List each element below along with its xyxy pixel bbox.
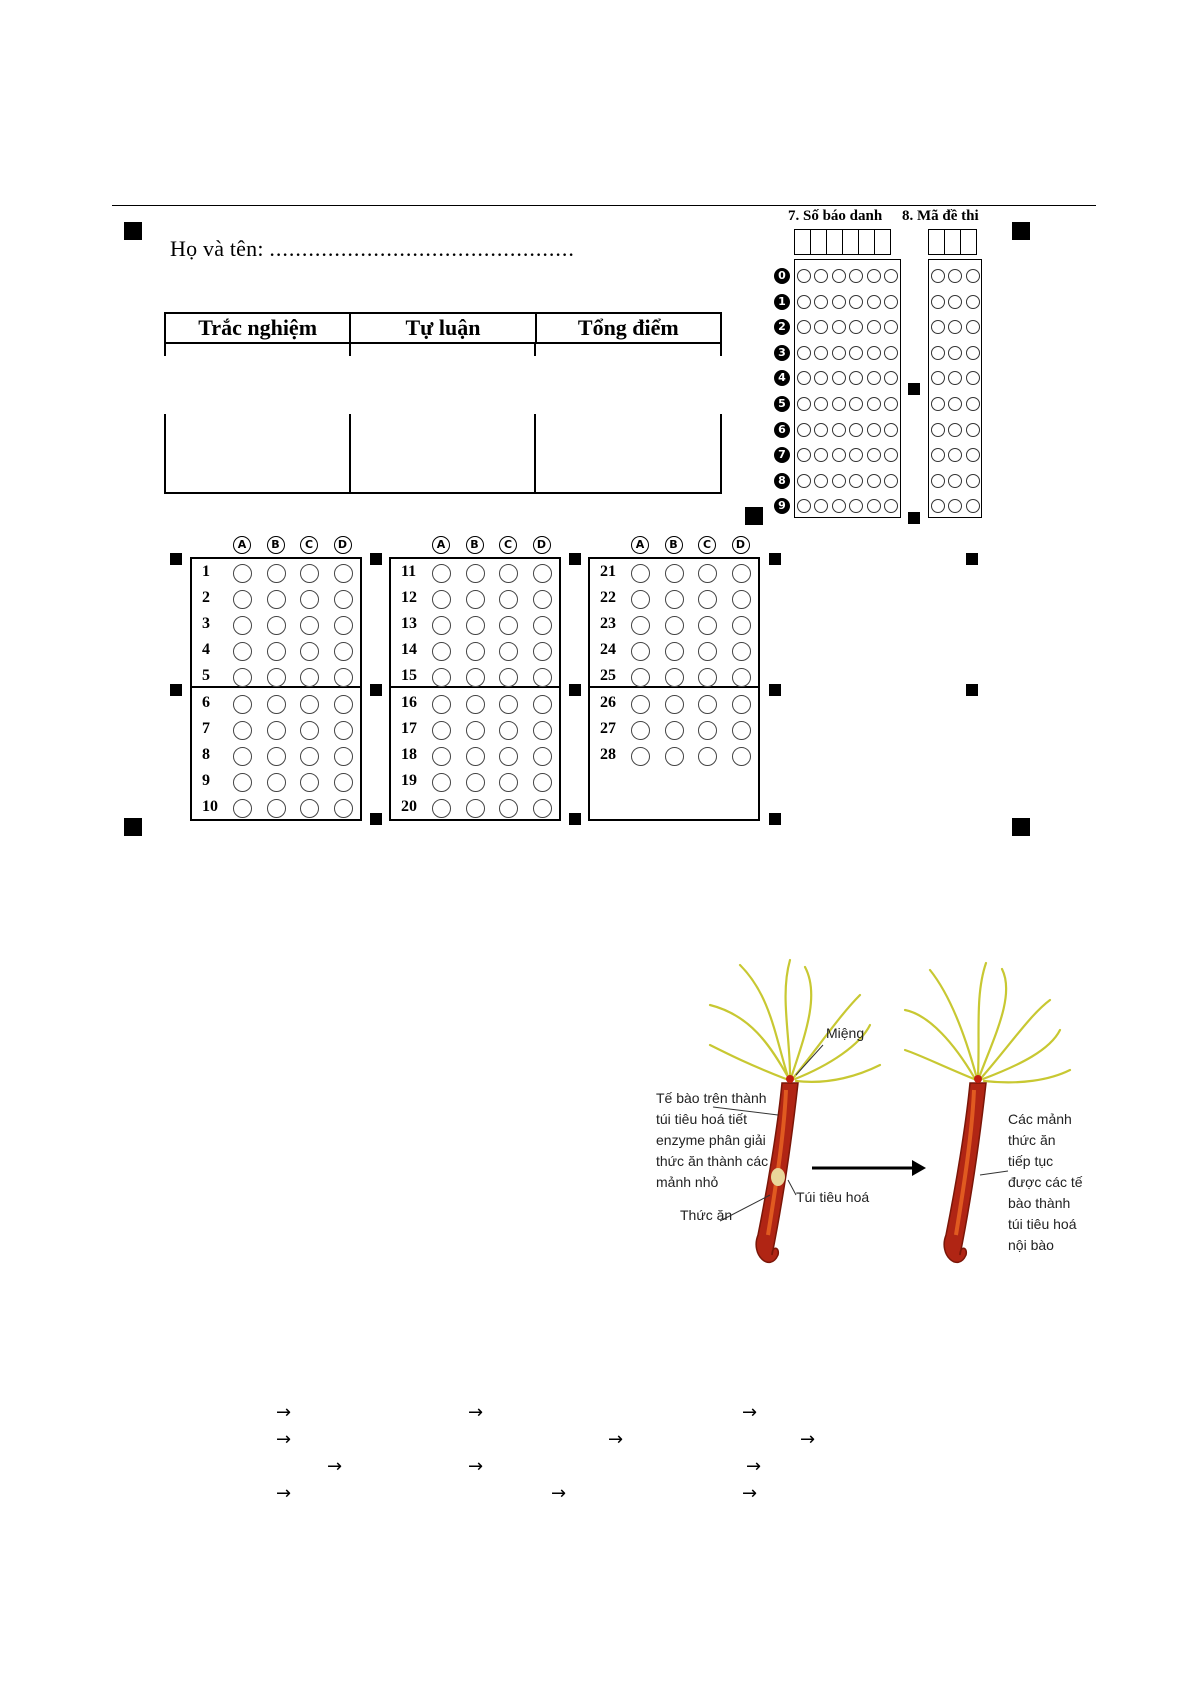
arrow-symbol: → <box>746 1456 762 1477</box>
answer-bubble-a[interactable] <box>233 642 252 661</box>
answer-bubble-a[interactable] <box>631 668 650 687</box>
candidate-digit-bubble[interactable] <box>849 295 863 309</box>
candidate-digit-bubble[interactable] <box>832 397 846 411</box>
alignment-marker <box>966 684 978 696</box>
answer-bubble-a[interactable] <box>432 773 451 792</box>
score-header-multiple-choice: Trắc nghiệm <box>166 314 351 342</box>
answer-bubble-a[interactable] <box>631 642 650 661</box>
answer-bubble-b[interactable] <box>466 642 485 661</box>
name-dots: ............................................... <box>269 236 575 261</box>
answer-bubble-d[interactable] <box>334 564 353 583</box>
question-number: 10 <box>202 798 218 815</box>
answer-bubble-d[interactable] <box>732 564 751 583</box>
question-number: 3 <box>202 615 210 632</box>
alignment-marker <box>370 813 382 825</box>
candidate-number-cells[interactable] <box>794 229 890 255</box>
alignment-marker <box>370 553 382 565</box>
exam-code-digit-bubble[interactable] <box>966 397 980 411</box>
answer-bubble-c[interactable] <box>499 799 518 818</box>
answer-bubble-a[interactable] <box>631 721 650 740</box>
candidate-digit-bubble[interactable] <box>884 397 898 411</box>
question-number: 15 <box>401 667 417 684</box>
candidate-digit-bubble[interactable] <box>867 269 881 283</box>
alignment-marker <box>124 818 142 836</box>
answer-bubble-d[interactable] <box>533 564 552 583</box>
answer-bubble-c[interactable] <box>300 721 319 740</box>
answer-bubble-b[interactable] <box>466 590 485 609</box>
answer-bubble-b[interactable] <box>466 773 485 792</box>
answer-bubble-d[interactable] <box>732 616 751 635</box>
digit-label-7: 7 <box>774 447 790 463</box>
answer-bubble-c[interactable] <box>499 642 518 661</box>
answer-bubble-c[interactable] <box>698 564 717 583</box>
candidate-digit-bubble[interactable] <box>867 499 881 513</box>
answer-bubble-c[interactable] <box>499 773 518 792</box>
alignment-marker <box>769 684 781 696</box>
answer-bubble-a[interactable] <box>432 721 451 740</box>
alignment-marker <box>769 553 781 565</box>
question-number: 23 <box>600 615 616 632</box>
arrow-symbol: → <box>468 1402 484 1423</box>
answer-bubble-d[interactable] <box>334 642 353 661</box>
answer-bubble-a[interactable] <box>432 564 451 583</box>
candidate-digit-bubble[interactable] <box>814 423 828 437</box>
exam-code-cells[interactable] <box>928 229 976 255</box>
question-number: 4 <box>202 641 210 658</box>
answer-bubble-b[interactable] <box>466 721 485 740</box>
question-number: 9 <box>202 772 210 789</box>
candidate-digit-bubble[interactable] <box>849 423 863 437</box>
answer-bubble-d[interactable] <box>533 642 552 661</box>
alignment-marker <box>908 512 920 524</box>
answer-bubble-a[interactable] <box>631 747 650 766</box>
exam-code-digit-bubble[interactable] <box>948 423 962 437</box>
question-number: 7 <box>202 720 210 737</box>
answer-bubble-b[interactable] <box>267 695 286 714</box>
question-number: 24 <box>600 641 616 658</box>
answer-bubble-d[interactable] <box>732 668 751 687</box>
answer-bubble-a[interactable] <box>233 799 252 818</box>
label-digestive-sac: Túi tiêu hoá <box>796 1189 870 1205</box>
answer-bubble-a[interactable] <box>233 747 252 766</box>
candidate-digit-bubble[interactable] <box>832 346 846 360</box>
answer-bubble-b[interactable] <box>267 773 286 792</box>
answer-bubble-b[interactable] <box>267 668 286 687</box>
exam-code-digit-bubble[interactable] <box>966 320 980 334</box>
answer-bubble-a[interactable] <box>233 668 252 687</box>
hydra-digestion-figure <box>630 955 1090 1275</box>
answer-bubble-c[interactable] <box>499 695 518 714</box>
question-number: 14 <box>401 641 417 658</box>
answer-bubble-b[interactable] <box>267 721 286 740</box>
answer-bubble-d[interactable] <box>732 642 751 661</box>
answer-bubble-d[interactable] <box>533 668 552 687</box>
question-number: 6 <box>202 694 210 711</box>
arrow-symbol: → <box>551 1483 567 1504</box>
answer-bubble-c[interactable] <box>300 695 319 714</box>
choice-header-b: B <box>466 536 484 554</box>
digit-label-6: 6 <box>774 422 790 438</box>
answer-bubble-a[interactable] <box>233 721 252 740</box>
answer-bubble-d[interactable] <box>533 773 552 792</box>
question-number: 28 <box>600 746 616 763</box>
arrow-symbol: → <box>276 1429 292 1450</box>
answer-bubble-c[interactable] <box>300 747 319 766</box>
arrow-symbol: → <box>327 1456 343 1477</box>
digit-label-0: 0 <box>774 268 790 284</box>
answer-bubble-c[interactable] <box>698 668 717 687</box>
answer-bubble-b[interactable] <box>665 668 684 687</box>
choice-header-a: A <box>432 536 450 554</box>
choice-header-d: D <box>732 536 750 554</box>
question-number: 2 <box>202 589 210 606</box>
arrow-symbol: → <box>742 1483 758 1504</box>
question-number: 16 <box>401 694 417 711</box>
candidate-digit-bubble[interactable] <box>832 423 846 437</box>
score-table <box>164 312 722 494</box>
answer-bubble-c[interactable] <box>698 721 717 740</box>
arrow-symbol: → <box>608 1429 624 1450</box>
exam-code-digit-bubble[interactable] <box>966 269 980 283</box>
candidate-digit-bubble[interactable] <box>832 269 846 283</box>
answer-bubble-c[interactable] <box>698 590 717 609</box>
question-number: 5 <box>202 667 210 684</box>
answer-bubble-d[interactable] <box>533 721 552 740</box>
digit-label-9: 9 <box>774 498 790 514</box>
candidate-digit-bubble[interactable] <box>814 295 828 309</box>
choice-header-a: A <box>233 536 251 554</box>
candidate-digit-bubble[interactable] <box>832 474 846 488</box>
answer-bubble-b[interactable] <box>267 616 286 635</box>
candidate-digit-bubble[interactable] <box>884 295 898 309</box>
choice-header-d: D <box>533 536 551 554</box>
answer-bubble-d[interactable] <box>334 590 353 609</box>
candidate-digit-bubble[interactable] <box>797 346 811 360</box>
answer-bubble-c[interactable] <box>300 799 319 818</box>
header-rule <box>112 205 1096 206</box>
candidate-digit-bubble[interactable] <box>849 346 863 360</box>
choice-header-c: C <box>499 536 517 554</box>
answer-bubble-b[interactable] <box>267 642 286 661</box>
digit-label-2: 2 <box>774 319 790 335</box>
candidate-digit-bubble[interactable] <box>867 448 881 462</box>
answer-bubble-b[interactable] <box>267 799 286 818</box>
arrow-symbol: → <box>276 1483 292 1504</box>
answer-bubble-c[interactable] <box>499 721 518 740</box>
answer-bubble-c[interactable] <box>499 747 518 766</box>
alignment-marker <box>569 684 581 696</box>
score-header-essay: Tự luận <box>351 314 536 342</box>
name-label: Họ và tên: <box>170 236 264 261</box>
answer-bubble-c[interactable] <box>499 590 518 609</box>
choice-header-c: C <box>300 536 318 554</box>
candidate-digit-bubble[interactable] <box>884 346 898 360</box>
candidate-digit-bubble[interactable] <box>884 269 898 283</box>
answer-bubble-d[interactable] <box>334 695 353 714</box>
candidate-digit-bubble[interactable] <box>884 474 898 488</box>
alignment-marker <box>966 553 978 565</box>
answer-bubble-d[interactable] <box>334 721 353 740</box>
answer-bubble-b[interactable] <box>466 695 485 714</box>
answer-bubble-a[interactable] <box>432 616 451 635</box>
alignment-marker <box>569 553 581 565</box>
question-number: 12 <box>401 589 417 606</box>
digit-label-5: 5 <box>774 396 790 412</box>
question-number: 26 <box>600 694 616 711</box>
answer-bubble-d[interactable] <box>533 616 552 635</box>
choice-header-c: C <box>698 536 716 554</box>
alignment-marker <box>1012 222 1030 240</box>
alignment-marker <box>170 684 182 696</box>
score-header-total: Tổng điểm <box>577 315 679 340</box>
arrow-symbol: → <box>468 1456 484 1477</box>
alignment-marker <box>908 383 920 395</box>
digit-label-8: 8 <box>774 473 790 489</box>
answer-bubble-d[interactable] <box>732 721 751 740</box>
answer-bubble-a[interactable] <box>432 642 451 661</box>
candidate-digit-bubble[interactable] <box>867 371 881 385</box>
choice-header-b: B <box>267 536 285 554</box>
candidate-digit-bubble[interactable] <box>797 474 811 488</box>
answer-bubble-c[interactable] <box>300 590 319 609</box>
candidate-digit-bubble[interactable] <box>832 320 846 334</box>
answer-bubble-c[interactable] <box>300 773 319 792</box>
question-number: 11 <box>401 563 417 580</box>
answer-bubble-b[interactable] <box>665 590 684 609</box>
answer-bubble-a[interactable] <box>432 668 451 687</box>
candidate-digit-bubble[interactable] <box>797 295 811 309</box>
answer-bubble-a[interactable] <box>233 695 252 714</box>
question-number: 22 <box>600 589 616 606</box>
answer-bubble-c[interactable] <box>499 616 518 635</box>
label-food: Thức ăn <box>680 1207 733 1223</box>
exam-code-digit-bubble[interactable] <box>931 474 945 488</box>
candidate-digit-bubble[interactable] <box>797 269 811 283</box>
candidate-digit-bubble[interactable] <box>797 397 811 411</box>
alignment-marker <box>170 553 182 565</box>
answer-bubble-b[interactable] <box>466 747 485 766</box>
answer-bubble-c[interactable] <box>698 642 717 661</box>
candidate-number-title: 7. Số báo danh <box>788 208 883 224</box>
answer-bubble-b[interactable] <box>665 642 684 661</box>
exam-code-title: 8. Mã đề thi <box>902 208 979 224</box>
answer-bubble-b[interactable] <box>665 695 684 714</box>
exam-code-digit-bubble[interactable] <box>948 295 962 309</box>
question-number: 8 <box>202 746 210 763</box>
choice-header-a: A <box>631 536 649 554</box>
digit-label-3: 3 <box>774 345 790 361</box>
answer-bubble-a[interactable] <box>233 773 252 792</box>
answer-bubble-b[interactable] <box>267 747 286 766</box>
question-number: 25 <box>600 667 616 684</box>
alignment-marker <box>769 813 781 825</box>
answer-bubble-c[interactable] <box>300 564 319 583</box>
answer-bubble-b[interactable] <box>267 590 286 609</box>
label-mouth: Miệng <box>826 1025 865 1041</box>
answer-bubble-c[interactable] <box>698 695 717 714</box>
choice-header-d: D <box>334 536 352 554</box>
alignment-marker <box>370 684 382 696</box>
question-number: 27 <box>600 720 616 737</box>
candidate-digit-bubble[interactable] <box>867 474 881 488</box>
exam-code-digit-bubble[interactable] <box>931 295 945 309</box>
answer-bubble-b[interactable] <box>466 799 485 818</box>
exam-code-digit-bubble[interactable] <box>966 346 980 360</box>
answer-bubble-d[interactable] <box>533 799 552 818</box>
answer-bubble-d[interactable] <box>334 616 353 635</box>
answer-bubble-a[interactable] <box>631 695 650 714</box>
answer-bubble-d[interactable] <box>334 773 353 792</box>
label-food-pieces: Các mảnh thức ăn tiếp tục được các tế bào thành túi tiêu hoá nội bào <box>1008 1111 1083 1253</box>
answer-bubble-a[interactable] <box>432 799 451 818</box>
exam-code-digit-bubble[interactable] <box>931 269 945 283</box>
answer-bubble-b[interactable] <box>665 721 684 740</box>
answer-bubble-d[interactable] <box>732 590 751 609</box>
answer-bubble-d[interactable] <box>533 695 552 714</box>
answer-bubble-b[interactable] <box>466 564 485 583</box>
answer-bubble-c[interactable] <box>300 642 319 661</box>
label-cells: Tế bào trên thành túi tiêu hoá tiết enzyme phân giải thức ăn thành các mảnh nhỏ <box>656 1090 769 1190</box>
answer-bubble-d[interactable] <box>533 590 552 609</box>
exam-code-digit-bubble[interactable] <box>966 423 980 437</box>
answer-bubble-a[interactable] <box>233 616 252 635</box>
answer-bubble-d[interactable] <box>334 668 353 687</box>
choice-header-b: B <box>665 536 683 554</box>
question-number: 13 <box>401 615 417 632</box>
answer-bubble-d[interactable] <box>533 747 552 766</box>
alignment-marker <box>569 813 581 825</box>
candidate-digit-bubble[interactable] <box>867 295 881 309</box>
answer-bubble-b[interactable] <box>665 616 684 635</box>
question-number: 17 <box>401 720 417 737</box>
answer-bubble-a[interactable] <box>631 564 650 583</box>
candidate-digit-bubble[interactable] <box>797 423 811 437</box>
answer-bubble-c[interactable] <box>499 668 518 687</box>
answer-bubble-c[interactable] <box>499 564 518 583</box>
answer-bubble-b[interactable] <box>267 564 286 583</box>
answer-bubble-c[interactable] <box>300 616 319 635</box>
question-number: 20 <box>401 798 417 815</box>
question-number: 21 <box>600 563 616 580</box>
arrow-symbol: → <box>800 1429 816 1450</box>
question-number: 18 <box>401 746 417 763</box>
answer-bubble-b[interactable] <box>665 747 684 766</box>
answer-bubble-d[interactable] <box>732 695 751 714</box>
arrow-symbol: → <box>742 1402 758 1423</box>
answer-bubble-b[interactable] <box>466 616 485 635</box>
candidate-digit-bubble[interactable] <box>832 295 846 309</box>
answer-bubble-b[interactable] <box>466 668 485 687</box>
alignment-marker <box>124 222 142 240</box>
exam-code-digit-bubble[interactable] <box>966 295 980 309</box>
candidate-digit-bubble[interactable] <box>867 320 881 334</box>
exam-code-digit-bubble[interactable] <box>931 423 945 437</box>
answer-bubble-a[interactable] <box>631 590 650 609</box>
candidate-digit-bubble[interactable] <box>884 423 898 437</box>
alignment-marker <box>745 507 763 525</box>
answer-bubble-a[interactable] <box>233 590 252 609</box>
candidate-digit-bubble[interactable] <box>867 423 881 437</box>
question-number: 19 <box>401 772 417 789</box>
answer-bubble-c[interactable] <box>698 747 717 766</box>
answer-bubble-a[interactable] <box>631 616 650 635</box>
question-number: 1 <box>202 563 210 580</box>
answer-bubble-a[interactable] <box>432 747 451 766</box>
answer-bubble-a[interactable] <box>233 564 252 583</box>
student-name-field[interactable] <box>170 236 575 262</box>
exam-code-digit-bubble[interactable] <box>966 474 980 488</box>
answer-bubble-a[interactable] <box>432 695 451 714</box>
answer-bubble-c[interactable] <box>300 668 319 687</box>
candidate-digit-bubble[interactable] <box>867 346 881 360</box>
answer-bubble-a[interactable] <box>432 590 451 609</box>
answer-bubble-d[interactable] <box>732 747 751 766</box>
candidate-digit-bubble[interactable] <box>849 474 863 488</box>
candidate-digit-bubble[interactable] <box>867 397 881 411</box>
digit-label-4: 4 <box>774 370 790 386</box>
answer-bubble-b[interactable] <box>665 564 684 583</box>
answer-bubble-d[interactable] <box>334 747 353 766</box>
digit-label-1: 1 <box>774 294 790 310</box>
answer-bubble-d[interactable] <box>334 799 353 818</box>
exam-code-digit-bubble[interactable] <box>931 346 945 360</box>
alignment-marker <box>1012 818 1030 836</box>
exam-code-digit-bubble[interactable] <box>966 448 980 462</box>
exam-code-digit-bubble[interactable] <box>931 397 945 411</box>
arrow-symbol: → <box>276 1402 292 1423</box>
answer-bubble-c[interactable] <box>698 616 717 635</box>
candidate-digit-bubble[interactable] <box>832 448 846 462</box>
